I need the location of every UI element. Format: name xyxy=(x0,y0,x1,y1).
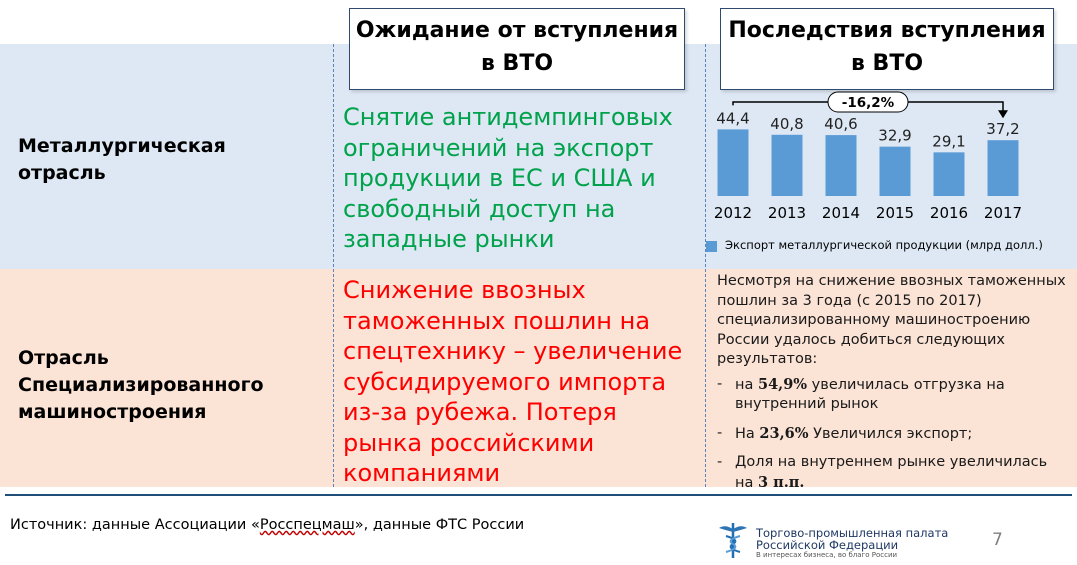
machinery-label: Отрасль Специализированного машиностроения xyxy=(18,347,264,423)
x-tick-label: 2015 xyxy=(875,204,915,222)
bar-2017 xyxy=(988,140,1019,196)
bar-value-label: 32,9 xyxy=(878,126,912,145)
organization-tagline: В интересах бизнеса, во благо России xyxy=(756,551,898,559)
x-tick-label: 2012 xyxy=(713,204,753,222)
result-bullet: - на 54,9% увеличилась отгрузка на внутренний рынок xyxy=(717,375,1067,415)
expectation-header: Ожидание от вступления в ВТО xyxy=(349,8,685,90)
result-bullet: - На 23,6% Увеличился экспорт; xyxy=(717,424,1067,445)
bar-value-label: 29,1 xyxy=(932,132,966,151)
export-bar-chart xyxy=(706,88,1077,233)
footer-divider xyxy=(5,494,1072,496)
bar-value-label: 40,8 xyxy=(770,114,804,133)
bar-value-label: 40,6 xyxy=(824,115,858,134)
chamber-logo-icon xyxy=(716,520,750,560)
source-org-name: Росспецмаш xyxy=(259,517,355,533)
bar-value-label: 44,4 xyxy=(716,109,750,128)
x-tick-label: 2016 xyxy=(929,204,969,222)
change-annotation: -16,2% xyxy=(841,95,895,111)
column-divider-left xyxy=(333,44,334,487)
legend-label: Экспорт металлургической продукции (млрд долл.) xyxy=(725,238,1043,252)
change-arrowhead xyxy=(998,110,1008,118)
x-tick-label: 2014 xyxy=(821,204,861,222)
metallurgy-label: Металлургическая отрасль xyxy=(18,135,226,184)
bar-value-label: 37,2 xyxy=(986,120,1020,139)
bar-2016 xyxy=(934,152,965,196)
results-intro: Несмотря на снижение ввозных таможенных пошлин за 3 года (с 2015 по 2017) специализированному машиностроению России удалось добиться следующих результатов: xyxy=(717,273,1066,367)
result-bullet: - Доля на внутреннем рынке увеличилась на 3 п.п. xyxy=(717,453,1067,493)
metallurgy-expectation: Снятие антидемпинговых ограничений на экспорт продукции в ЕС и США и свободный доступ на западные рынки xyxy=(343,103,673,253)
machinery-results xyxy=(717,272,1067,493)
x-tick-label: 2013 xyxy=(767,204,807,222)
bar-2012 xyxy=(718,129,749,196)
legend-swatch xyxy=(706,241,717,252)
bar-2015 xyxy=(880,147,911,196)
page-number: 7 xyxy=(992,530,1003,550)
bar-2014 xyxy=(826,135,857,196)
x-tick-label: 2017 xyxy=(983,204,1023,222)
organization-name: Торгово-промышленная палата Российской Федерации xyxy=(756,526,949,552)
bar-2013 xyxy=(772,135,803,196)
consequences-header: Последствия вступления в ВТО xyxy=(720,8,1054,90)
machinery-expectation: Снижение ввозных таможенных пошлин на спецтехнику – увеличение субсидируемого импорта из-за рубежа. Потеря рынка российскими компаниями xyxy=(343,276,683,487)
source-note: Источник: данные Ассоциации «Росспецмаш», данные ФТС России xyxy=(10,517,525,533)
